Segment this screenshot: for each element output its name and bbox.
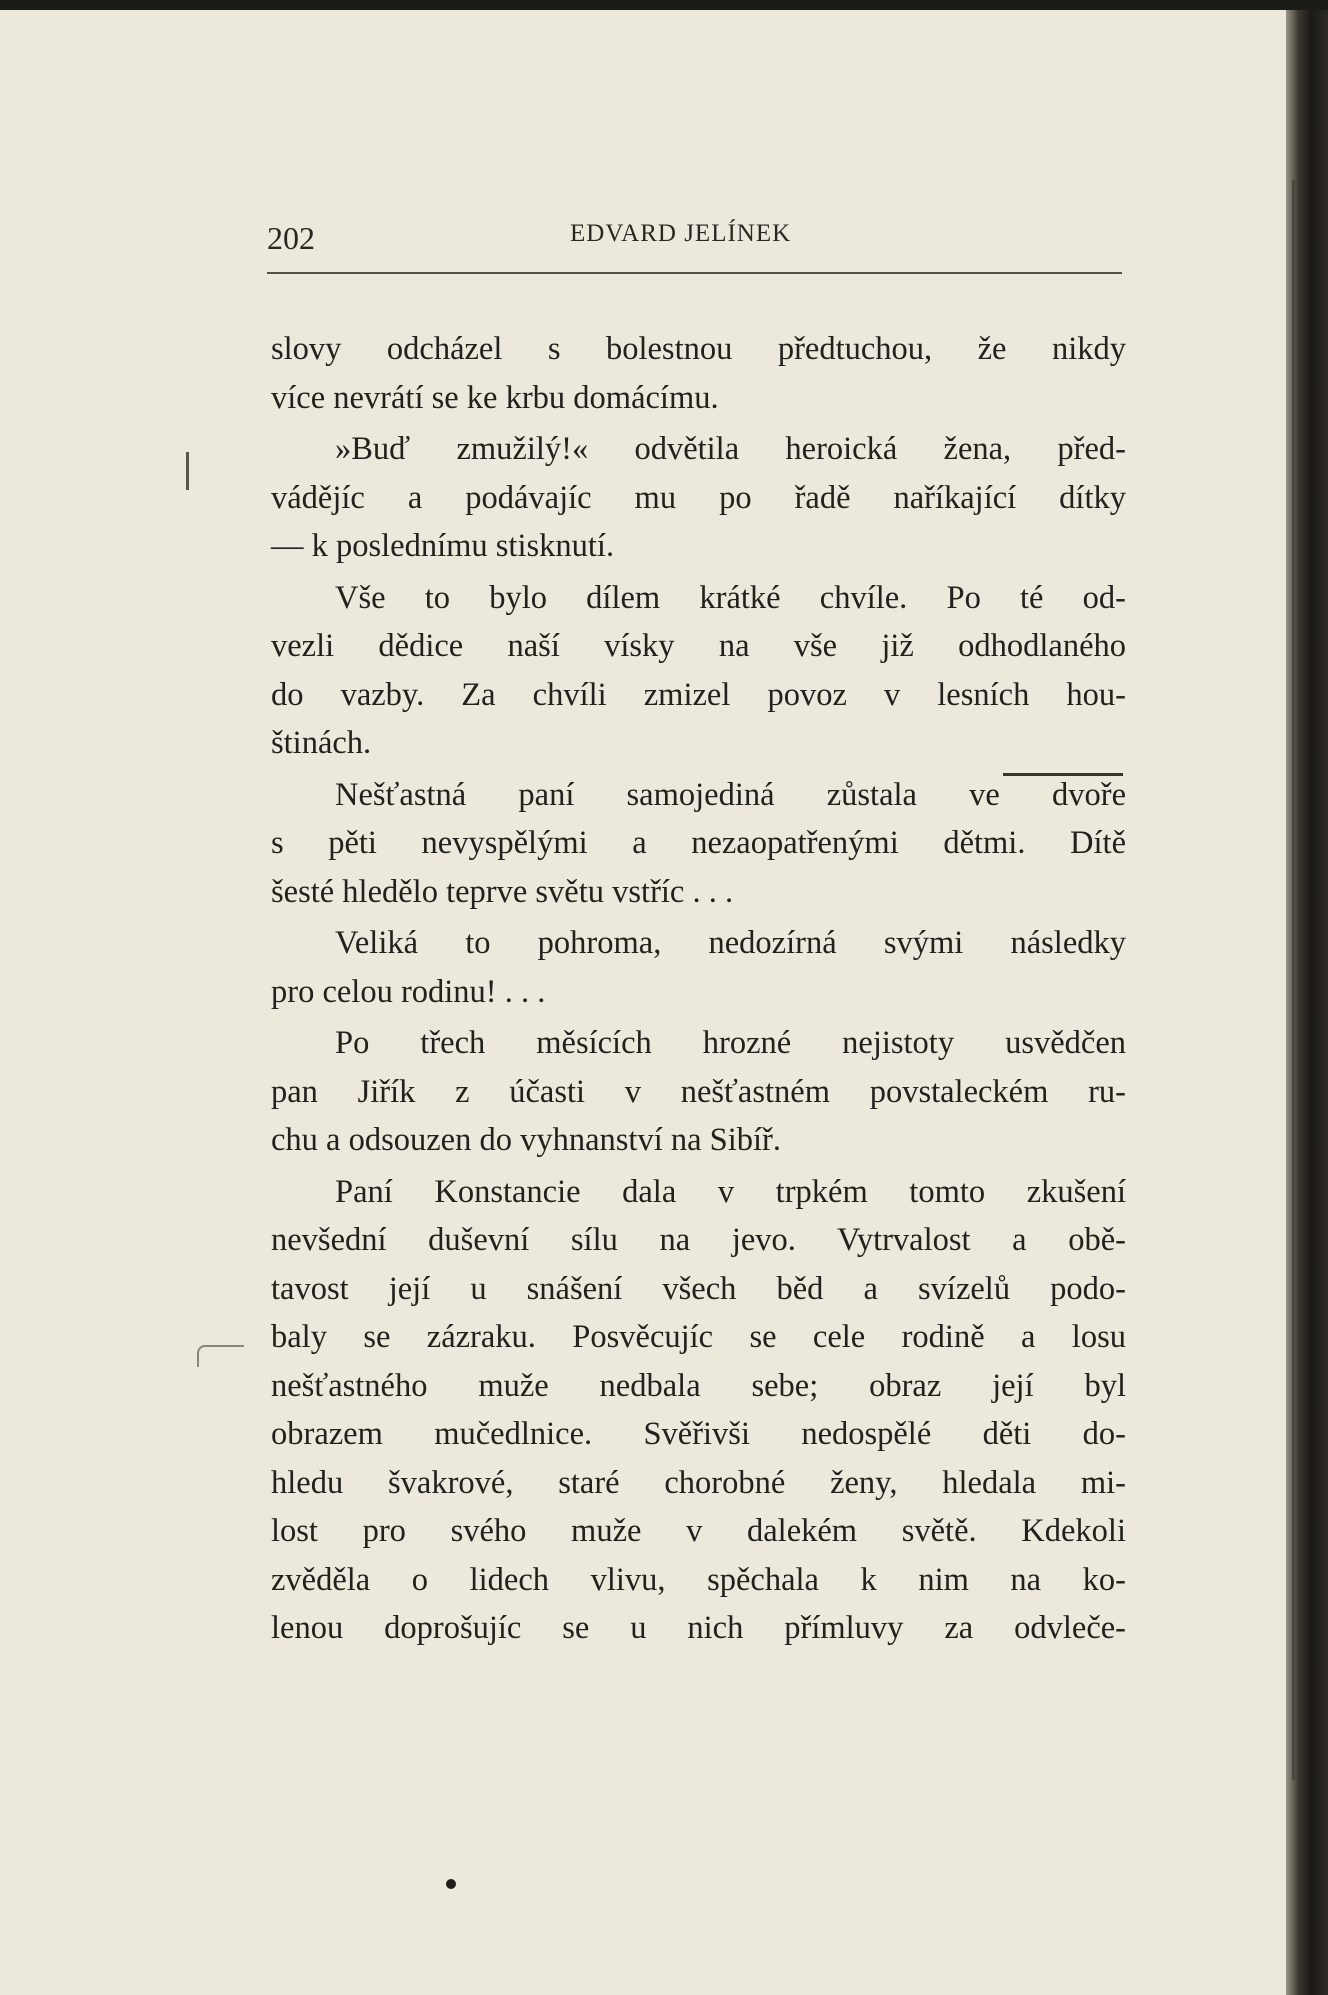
ink-dot-mark <box>446 1879 456 1889</box>
text-line: nevšední duševní sílu na jevo. Vytrvalost a obě- <box>271 1222 1126 1258</box>
text-line: Vše to bylo dílem krátké chvíle. Po té od- <box>335 579 1126 616</box>
text-line: Po třech měsících hrozné nejistoty usvědčen <box>335 1025 1126 1061</box>
scan-top-edge <box>0 0 1328 10</box>
text-line: tavost její u snášení všech běd a svízelů podo- <box>271 1270 1126 1307</box>
text-line: štinách. <box>271 725 372 761</box>
text-line: šesté hledělo teprve světu vstříc . . . <box>271 873 734 910</box>
text-line: lenou doprošujíc se u nich přímluvy za odvleče- <box>271 1610 1126 1646</box>
running-title-author: EDVARD JELÍNEK <box>570 220 792 247</box>
running-head <box>267 220 1122 260</box>
text-line: zvěděla o lidech vlivu, spěchala k nim na ko- <box>271 1561 1126 1598</box>
margin-pencil-mark <box>186 452 189 490</box>
spine-line <box>1292 180 1295 1780</box>
text-line: pan Jiřík z účasti v nešťastném povstaleckém ru- <box>271 1073 1126 1110</box>
body-text <box>271 325 1126 1653</box>
text-line: hledu švakrové, staré chorobné ženy, hledala mi- <box>271 1464 1126 1501</box>
text-line: do vazby. Za chvíli zmizel povoz v lesních hou- <box>271 676 1126 713</box>
text-line: Veliká to pohroma, nedozírná svými následky <box>335 925 1126 961</box>
text-line: více nevrátí se ke krbu domácímu. <box>271 379 719 416</box>
margin-pencil-scribble <box>197 1345 244 1367</box>
text-line: Nešťastná paní samojediná zůstala ve dvoře <box>335 776 1126 813</box>
text-line: »Buď zmužilý!« odvětila heroická žena, před- <box>335 431 1126 467</box>
text-line: vádějíc a podávajíc mu po řadě naříkající dítky <box>271 479 1126 516</box>
text-line: chu a odsouzen do vyhnanství na Sibíř. <box>271 1122 781 1158</box>
text-line: obrazem mučedlnice. Svěřivši nedospělé děti do- <box>271 1416 1126 1452</box>
page-number: 202 <box>267 220 315 256</box>
text-line: baly se zázraku. Posvěcujíc se cele rodině a losu <box>271 1319 1126 1355</box>
header-rule <box>267 272 1122 274</box>
text-line: vezli dědice naší vísky na vše již odhodlaného <box>271 628 1126 664</box>
text-line: nešťastného muže nedbala sebe; obraz její byl <box>271 1367 1126 1404</box>
text-line: slovy odcházel s bolestnou předtuchou, že nikdy <box>271 331 1126 367</box>
text-line: — k poslednímu stisknutí. <box>271 528 615 564</box>
text-line: lost pro svého muže v dalekém světě. Kdekoli <box>271 1513 1126 1549</box>
text-line: Paní Konstancie dala v trpkém tomto zkušení <box>335 1173 1126 1210</box>
text-line: s pěti nevyspělými a nezaopatřenými dětmi. Dítě <box>271 825 1126 861</box>
text-line: pro celou rodinu! . . . <box>271 973 546 1010</box>
